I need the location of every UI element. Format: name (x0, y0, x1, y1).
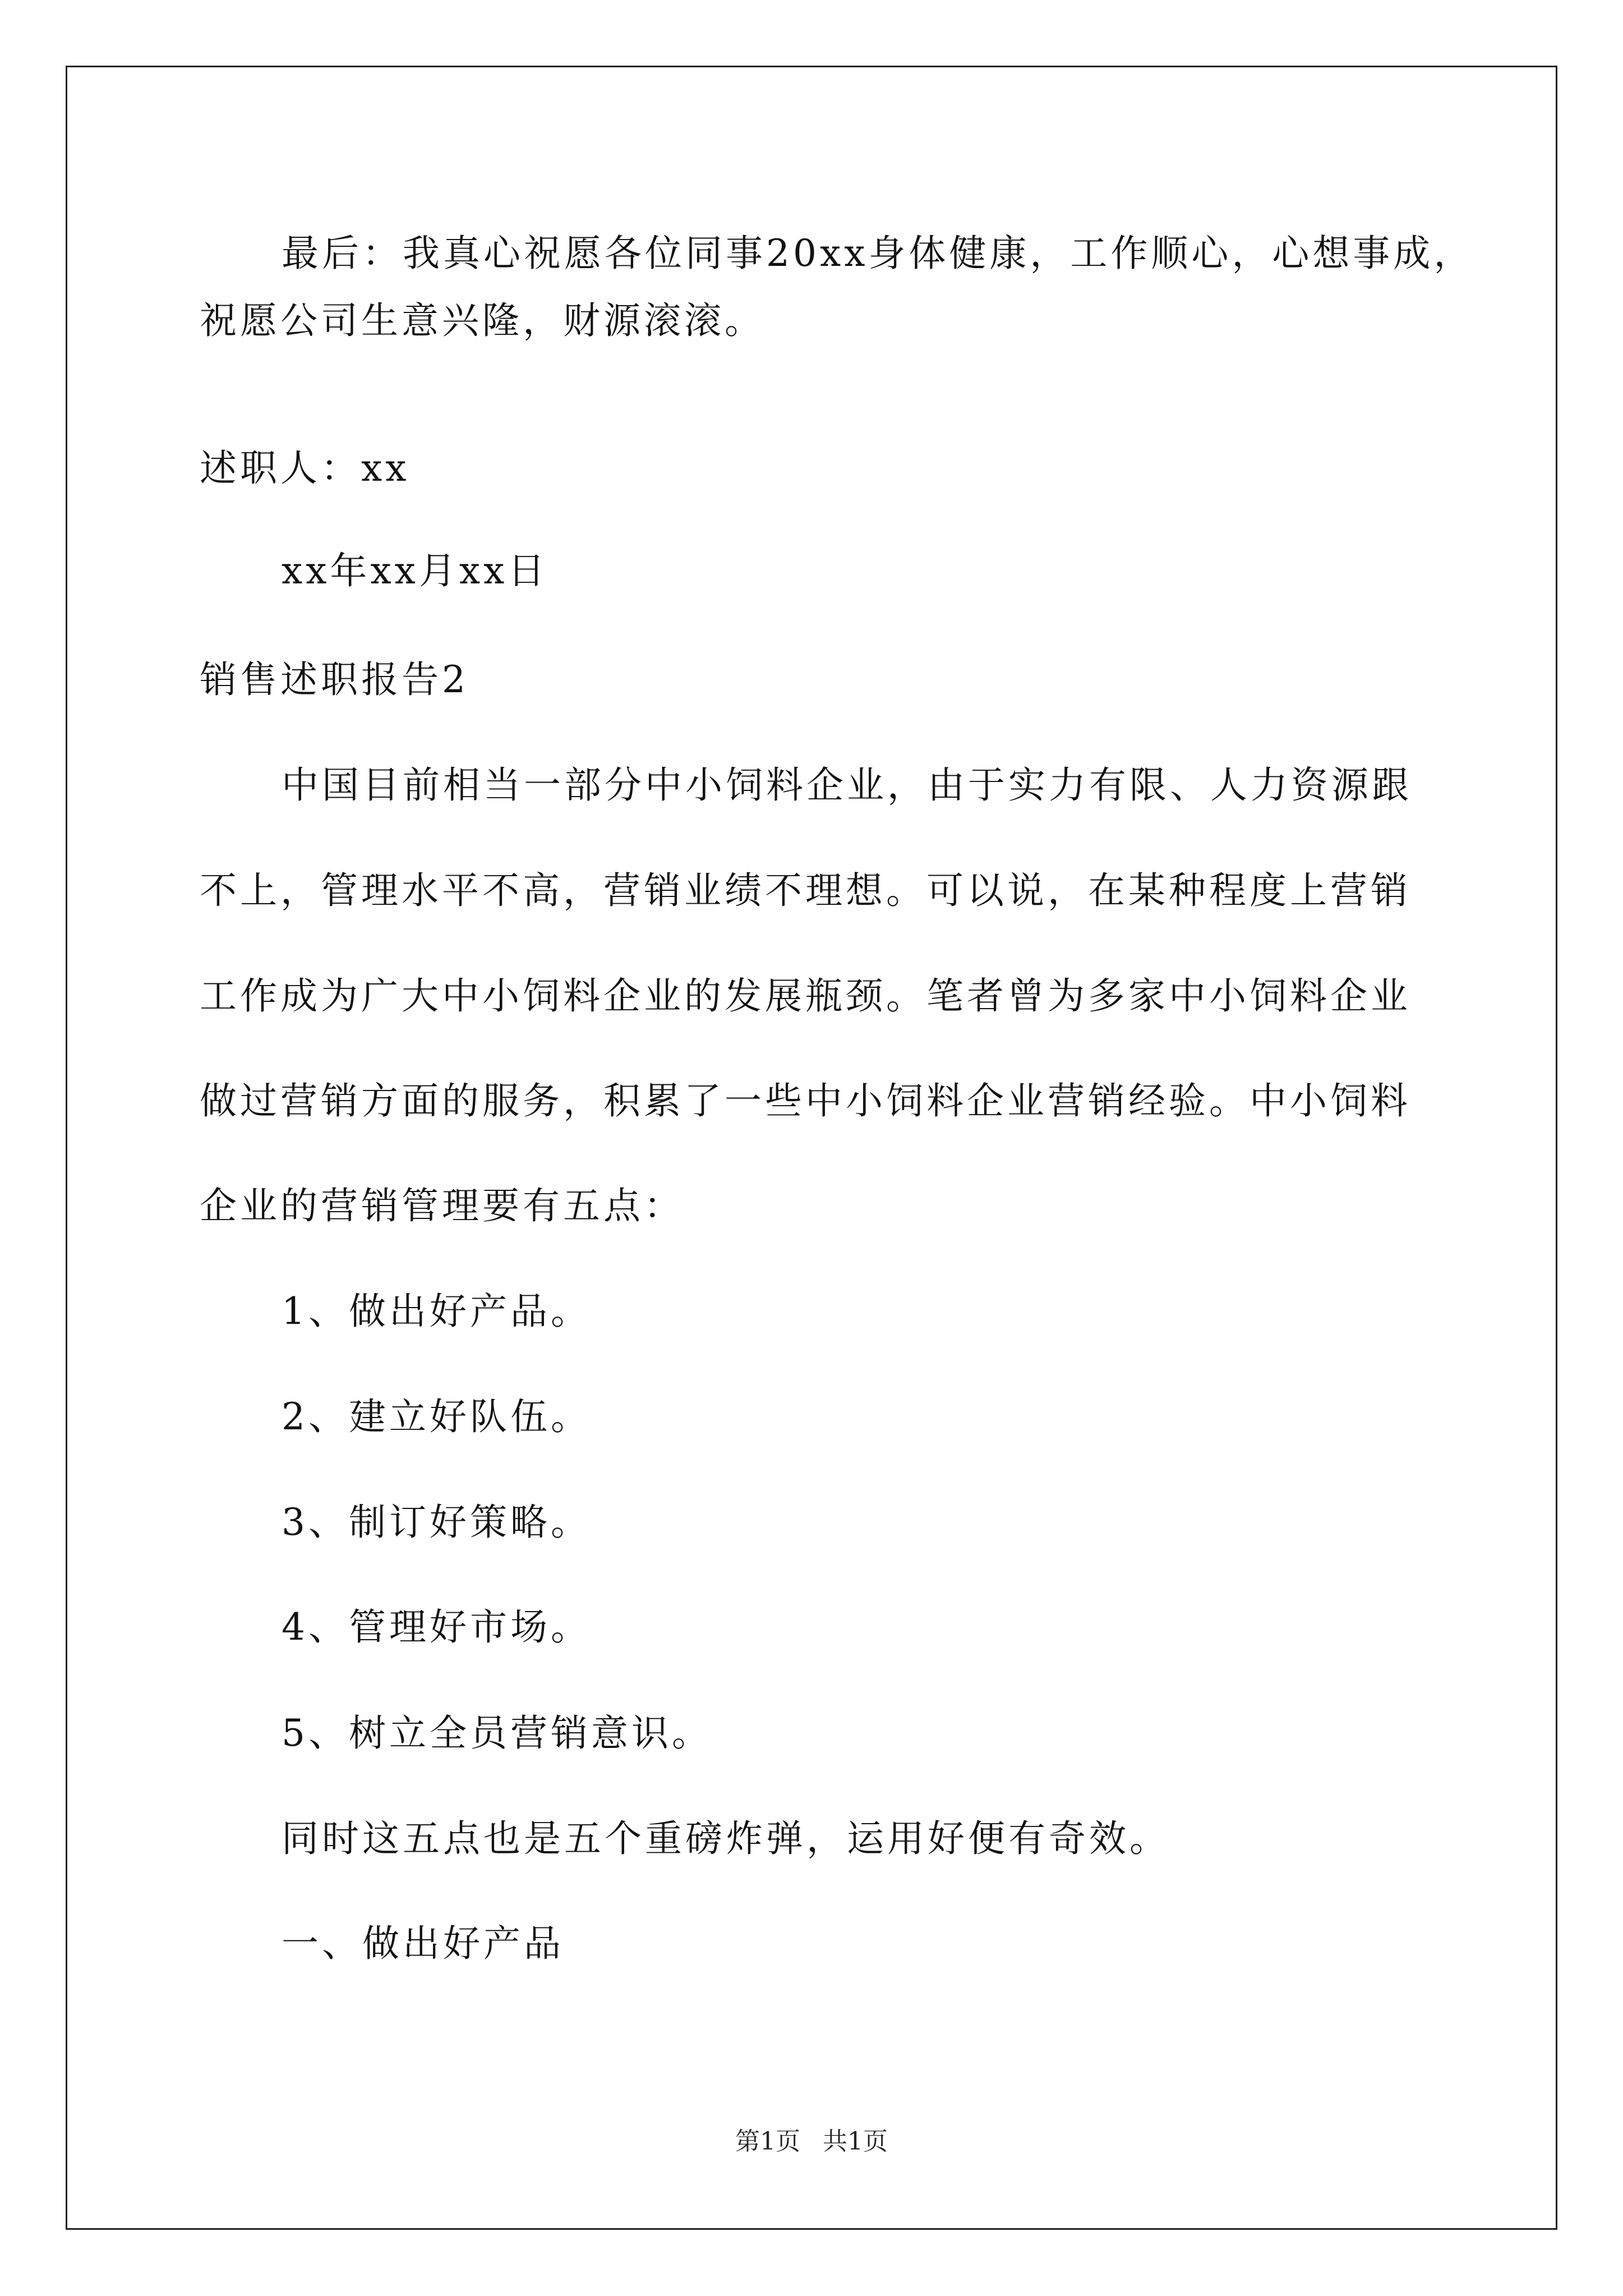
body-paragraph-line: 不上，管理水平不高，营销业绩不理想。可以说，在某种程度上营销 (200, 869, 1411, 912)
body-paragraph-line: 做过营销方面的服务，积累了一些中小饲料企业营销经验。中小饲料 (200, 1079, 1411, 1122)
summary-paragraph: 同时这五点也是五个重磅炸弹，运用好便有奇效。 (282, 1817, 1170, 1860)
date-line: xx年xx月xx日 (282, 549, 548, 592)
page-border (66, 66, 1557, 2230)
page-footer (0, 2126, 1623, 2157)
page-number: 第1页 (735, 2127, 800, 2156)
list-item: 1、做出好产品。 (282, 1290, 591, 1333)
body-paragraph-line: 企业的营销管理要有五点： (200, 1184, 684, 1227)
reporter-line: 述职人：xx (200, 447, 410, 490)
paragraph-closing-wish-cont: 祝愿公司生意兴隆，财源滚滚。 (200, 299, 765, 342)
list-item: 3、制订好策略。 (282, 1501, 591, 1544)
page-total: 共1页 (823, 2127, 888, 2156)
section-title: 销售述职报告2 (200, 658, 469, 701)
paragraph-closing-wish: 最后：我真心祝愿各位同事20xx身体健康，工作顺心，心想事成， (282, 232, 1474, 275)
subsection-heading: 一、做出好产品 (282, 1922, 564, 1965)
list-item: 4、管理好市场。 (282, 1605, 591, 1649)
body-paragraph-line: 中国目前相当一部分中小饲料企业，由于实力有限、人力资源跟 (282, 763, 1412, 807)
list-item: 2、建立好队伍。 (282, 1395, 591, 1438)
list-item: 5、树立全员营销意识。 (282, 1711, 712, 1755)
body-paragraph-line: 工作成为广大中小饲料企业的发展瓶颈。笔者曾为多家中小饲料企业 (200, 974, 1411, 1018)
